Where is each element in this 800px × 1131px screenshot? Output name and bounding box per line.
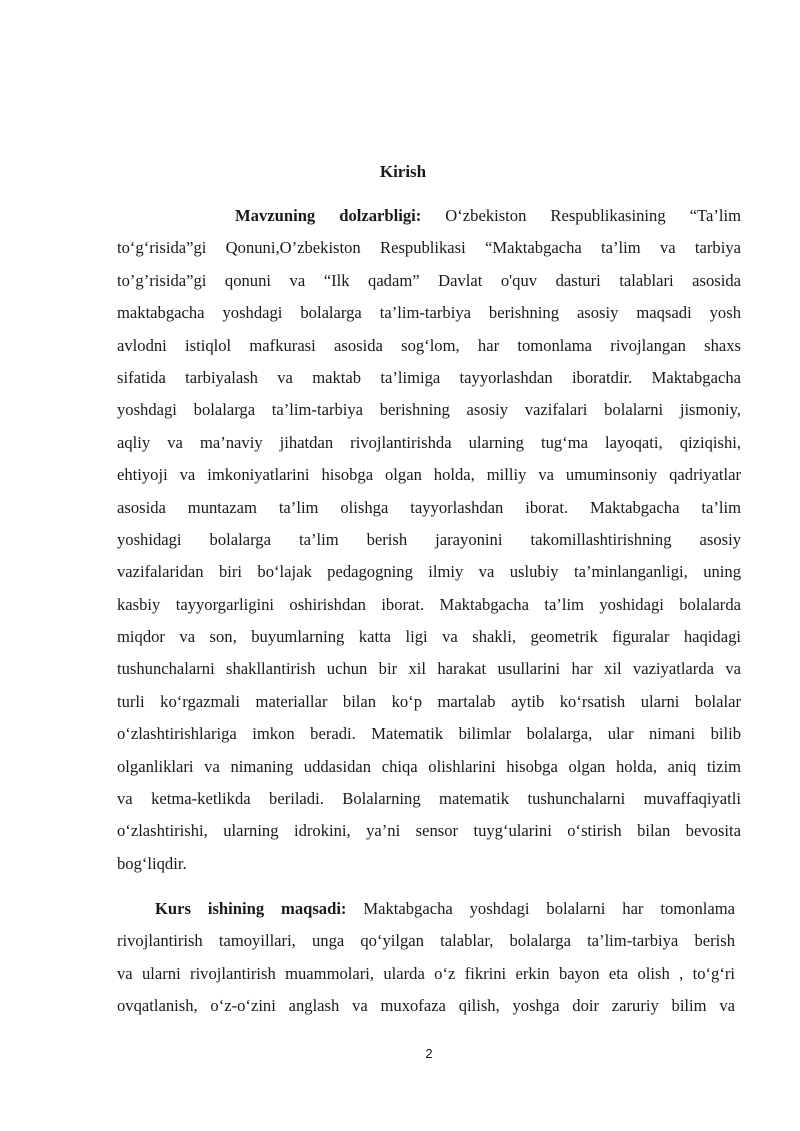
page-title: Kirish (379, 162, 427, 181)
page-number: 2 (425, 1046, 433, 1061)
section-heading: Mavzuning dolzarbligi: (235, 206, 422, 225)
paragraph-line: kasbiy tayyorgarligini oshirishdan iborat. Maktabgacha ta’lim yoshidagi bolalarda (117, 594, 741, 614)
paragraph-line: va ketma-ketlikda beriladi. Bolalarning matematik tushunchalarni muvaffaqiyatli (117, 789, 741, 809)
paragraph-line: yoshidagi bolalarga ta’lim berish jarayonini takomillashtirishning asosiy (117, 529, 741, 549)
paragraph-line: ovqatlanish, o‘z-o‘zini anglash va muxofaza qilish, yoshga doir zaruriy bilim va (117, 996, 735, 1016)
paragraph-line: va ularni rivojlantirish muammolari, ularda o‘z fikrini erkin bayon eta olish , to‘g‘ri (117, 963, 735, 983)
section-heading: Kurs ishining maqsadi: (155, 899, 347, 918)
paragraph-line: to’g’risida”gi qonuni va “Ilk qadam” Davlat o'quv dasturi talablari asosida (117, 270, 741, 290)
paragraph-line: bog‘liqdir. (117, 853, 187, 873)
paragraph-line: tushunchalarni shakllantirish uchun bir xil harakat usullarini har xil vaziyatlarda va (117, 659, 741, 679)
paragraph-line: o‘zlashtirishlariga imkon beradi. Matematik bilimlar bolalarga, ular nimani bilib (117, 724, 741, 744)
paragraph-line: rivojlantirish tamoyillari, unga qo‘yilgan talablar, bolalarga ta’lim-tarbiya berish (117, 931, 735, 951)
paragraph-line: sifatida tarbiyalash va maktab ta’limiga tayyorlashdan iboratdir. Maktabgacha (117, 367, 741, 387)
paragraph-line: Mavzuning dolzarbligi: O‘zbekiston Respublikasining “Ta’lim (235, 206, 741, 225)
paragraph-line: avlodni istiqlol mafkurasi asosida sog‘lom, har tomonlama rivojlangan shaxs (117, 335, 741, 355)
paragraph-relevance (117, 200, 741, 880)
paragraph-line: Kurs ishining maqsadi: Maktabgacha yoshdagi bolalarni har tomonlama (155, 899, 735, 918)
paragraph-line: vazifalaridan biri bo‘lajak pedagogning ilmiy va uslubiy ta’minlanganligi, uning (117, 562, 741, 582)
paragraph-line: miqdor va son, buyumlarning katta ligi va shakli, geometrik figuralar haqidagi (117, 627, 741, 647)
paragraph-line: olganliklari va nimaning uddasidan chiqa olishlarini hisobga olgan holda, aniq tizim (117, 756, 741, 776)
paragraph-line: ehtiyoji va imkoniyatlarini hisobga olgan holda, milliy va umuminsoniy qadriyatlar (117, 465, 741, 485)
paragraph-line: maktabgacha yoshdagi bolalarga ta’lim-tarbiya berishning asosiy maqsadi yosh (117, 303, 741, 323)
paragraph-line: aqliy va ma’naviy jihatdan rivojlantirishda ularning tug‘ma layoqati, qiziqishi, (117, 432, 741, 452)
paragraph-goal (117, 893, 735, 1023)
paragraph-line: to‘g‘risida”gi Qonuni,O’zbekiston Respublikasi “Maktabgacha ta’lim va tarbiya (117, 238, 741, 258)
paragraph-line: o‘zlashtirishi, ularning idrokini, ya’ni sensor tuyg‘ularini o‘stirish bilan bevosita (117, 821, 741, 841)
paragraph-line: asosida muntazam ta’lim olishga tayyorlashdan iborat. Maktabgacha ta’lim (117, 497, 741, 517)
paragraph-line: yoshdagi bolalarga ta’lim-tarbiya berishning asosiy vazifalari bolalarni jismoniy, (117, 400, 741, 420)
paragraph-line: turli ko‘rgazmali materiallar bilan ko‘p martalab aytib ko‘rsatish ularni bolalar (117, 691, 741, 711)
